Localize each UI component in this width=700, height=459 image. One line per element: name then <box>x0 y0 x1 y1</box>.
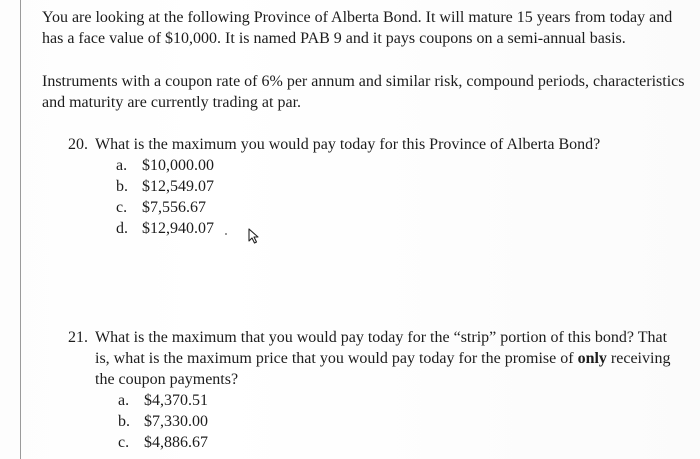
option-letter: d. <box>116 220 128 237</box>
question-text: What is the maximum you would pay today for this Province of Alberta Bond? <box>95 136 601 153</box>
answer-option-b[interactable] <box>116 176 688 197</box>
option-value: $4,370.51 <box>144 392 208 409</box>
option-value: $12,940.07 <box>142 220 214 237</box>
option-value: $4,886.67 <box>144 434 208 451</box>
question-20 <box>68 134 688 239</box>
answer-option-c[interactable] <box>118 432 678 453</box>
option-value: $12,549.07 <box>142 178 214 195</box>
answer-option-a[interactable] <box>116 155 688 176</box>
option-letter: a. <box>118 392 130 409</box>
option-value: $7,330.00 <box>144 413 208 430</box>
option-value: $7,556.67 <box>142 199 206 216</box>
intro-paragraph-1: You are looking at the following Province of Alberta Bond. It will mature 15 years from today and has a face value of $10,000. It is named PAB 9 and it pays coupons on a semi-annual basis. <box>42 9 673 47</box>
answer-options <box>116 155 688 239</box>
answer-option-b[interactable] <box>118 411 678 432</box>
option-letter: a. <box>116 157 128 174</box>
option-letter: c. <box>116 199 128 216</box>
question-text <box>95 327 678 390</box>
question-text-after: receiving the coupon payments? <box>95 350 671 388</box>
question-21 <box>68 327 678 453</box>
answer-option-a[interactable] <box>118 390 678 411</box>
answer-option-c[interactable] <box>116 197 688 218</box>
page-edge-divider <box>20 0 21 459</box>
option-value: $10,000.00 <box>142 157 214 174</box>
question-text-before: What is the maximum that you would pay today for the “strip” portion of this bond? That is, what is the maximum price that you would pay today for the promise of <box>95 329 668 367</box>
question-number: 20. <box>68 136 88 153</box>
mouse-pointer-icon <box>247 228 261 244</box>
option-letter: b. <box>116 178 128 195</box>
answer-options <box>118 390 678 453</box>
stray-dot <box>225 233 227 235</box>
answer-option-d[interactable] <box>116 218 688 239</box>
option-letter: c. <box>118 434 130 451</box>
option-letter: b. <box>118 413 130 430</box>
intro-paragraph-2: Instruments with a coupon rate of 6% per annum and similar risk, compound periods, characteristics and maturity are currently trading at par. <box>42 73 685 111</box>
question-number: 21. <box>68 329 88 346</box>
question-text-emphasis: only <box>577 350 607 367</box>
